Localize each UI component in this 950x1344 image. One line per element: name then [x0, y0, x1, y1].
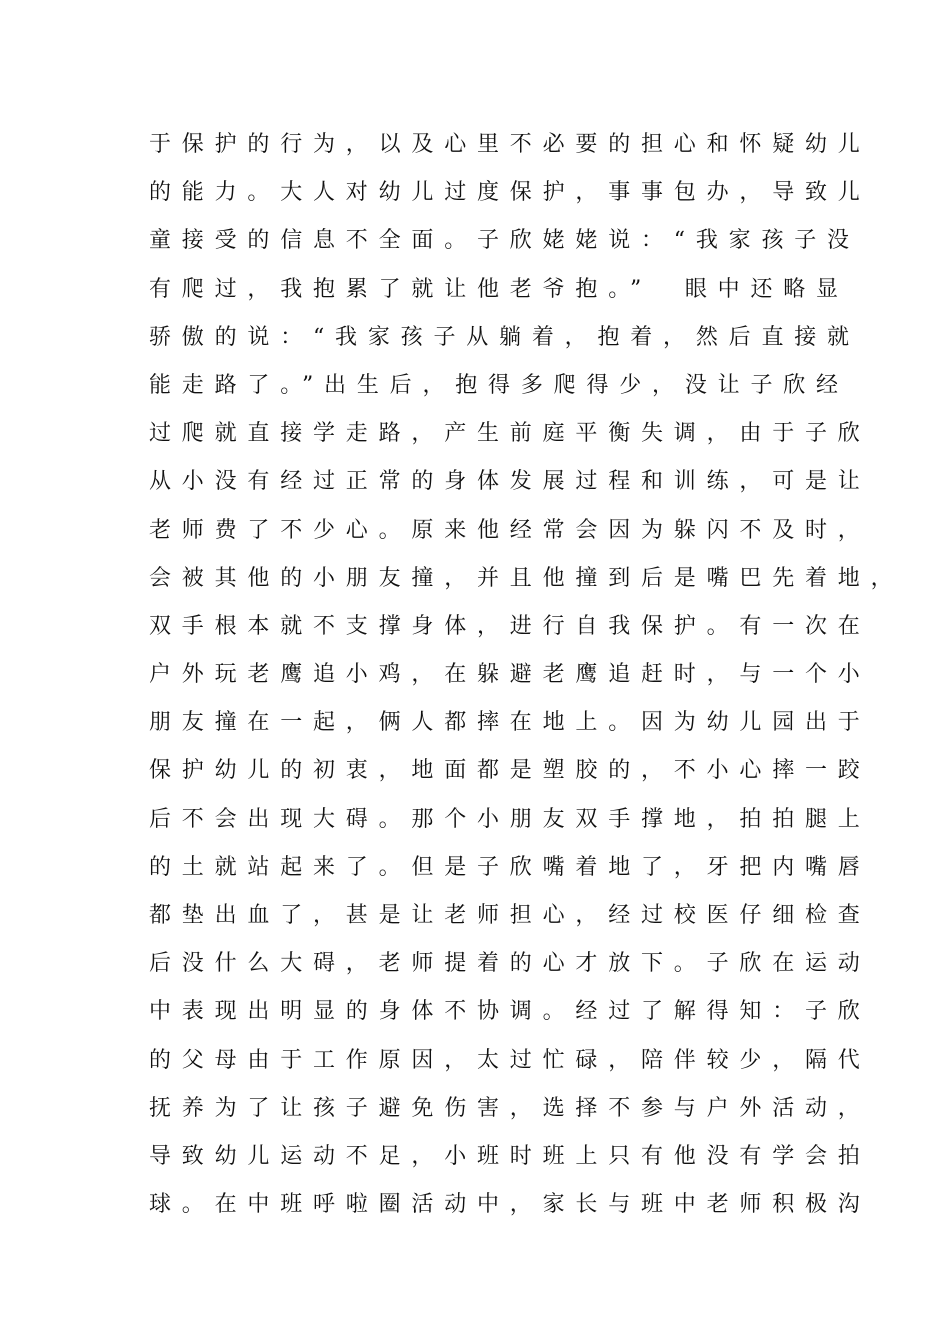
text-line: 导致幼儿运动不足，小班时班上只有他没有学会拍: [149, 1143, 871, 1169]
text-line: 的土就站起来了。但是子欣嘴着地了，牙把内嘴唇: [149, 854, 871, 880]
text-line: 户外玩老鹰追小鸡，在躲避老鹰追赶时，与一个小: [149, 662, 871, 688]
body-text: [149, 121, 909, 1229]
text-line: 的能力。大人对幼儿过度保护，事事包办，导致儿: [149, 180, 871, 206]
text-line: 童接受的信息不全面。子欣姥姥说：“我家孩子没: [149, 228, 860, 254]
text-line: 于保护的行为，以及心里不必要的担心和怀疑幼儿: [149, 132, 871, 157]
text-line: 球。在中班呼啦圈活动中，家长与班中老师积极沟: [149, 1192, 871, 1218]
text-line: 抚养为了让孩子避免伤害，选择不参与户外活动，: [149, 1095, 871, 1121]
text-line: 骄傲的说：“我家孩子从躺着，抱着，然后直接就: [149, 324, 860, 350]
text-line: 都垫出血了，甚是让老师担心，经过校医仔细检查: [149, 903, 871, 928]
text-line: 后不会出现大碍。那个小朋友双手撑地，拍拍腿上: [149, 806, 871, 832]
text-line: 会被其他的小朋友撞，并且他撞到后是嘴巴先着地，: [149, 565, 904, 591]
text-line: 从小没有经过正常的身体发展过程和训练，可是让: [149, 469, 871, 495]
text-line: 能走路了。”出生后，抱得多爬得少，没让子欣经: [149, 372, 849, 398]
text-line: 老师费了不少心。原来他经常会因为躲闪不及时，: [149, 517, 871, 543]
text-line: 中表现出明显的身体不协调。经过了解得知：子欣: [149, 999, 871, 1025]
text-line: 有爬过，我抱累了就让他老爷抱。” 眼中还略显: [149, 276, 849, 302]
text-line: 后没什么大碍，老师提着的心才放下。子欣在运动: [149, 951, 871, 977]
text-line: 朋友撞在一起，俩人都摔在地上。因为幼儿园出于: [149, 710, 871, 736]
text-line: 双手根本就不支撑身体，进行自我保护。有一次在: [149, 613, 871, 639]
text-line: 过爬就直接学走路，产生前庭平衡失调，由于子欣: [149, 421, 871, 447]
text-line: 保护幼儿的初衷，地面都是塑胶的，不小心摔一跤: [149, 758, 871, 784]
text-line: 的父母由于工作原因，太过忙碌，陪伴较少，隔代: [149, 1047, 871, 1073]
